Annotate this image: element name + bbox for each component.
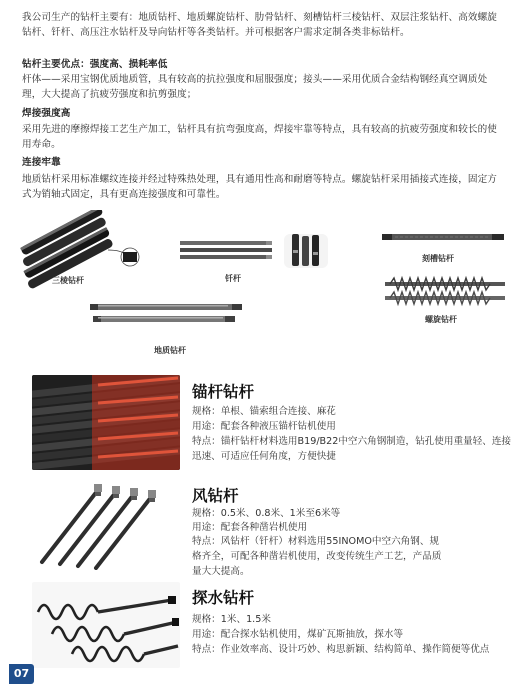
pneumatic-rod-title: 风钻杆 — [192, 487, 239, 505]
anchor-rod-features: 特点：锚杆钻杆材料选用B19/B22中空六角钢制造，钻孔使用重量轻、连接迅速、可适应任何角度，方便快捷 — [192, 436, 512, 462]
page-number: 07 — [9, 664, 34, 684]
advantages-heading: 钻杆主要优点：强度高、损耗率低 — [22, 59, 168, 70]
caption-geological-rod: 地质钻杆 — [154, 346, 186, 355]
welding-heading: 焊接强度高 — [22, 108, 71, 119]
spiral-rods-image — [385, 278, 505, 304]
welding-body: 采用先进的摩擦焊接工艺生产加工，钻杆具有抗弯强度高，焊接牢靠等特点，具有较高的抗疲劳强度和较长的使用寿命。 — [22, 124, 497, 150]
connection-body: 地质钻杆采用标准螺纹连接并经过特殊热处理，具有通用性高和耐磨等特点。螺旋钻杆采用插接式连接，固定方式为销轴式固定，具有更高连接强度和可靠性。 — [22, 174, 497, 200]
intro-paragraph: 我公司生产的钻杆主要有：地质钻杆、地质螺旋钻杆、肋骨钻杆、刻槽钻杆三棱钻杆、双层注浆钻杆、高效螺旋钻杆、钎杆、高压注水钻杆及导向钻杆等各类钻杆。并可根据客户需求定制各类非标钻杆。 — [22, 12, 497, 38]
geological-rods-image — [90, 304, 242, 322]
water-exploration-rod-features: 特点：作业效率高、设计巧妙、构思新颖、结构简单、操作简便等优点 — [192, 644, 490, 655]
pneumatic-rod-usage: 用途：配套各种凿岩机使用 — [192, 522, 308, 533]
caption-grooved-rod: 刻槽钻杆 — [422, 254, 454, 263]
advantages-body: 杆体——采用宝钢优质地质管，具有较高的抗拉强度和屈服强度；接头——采用优质合金结构钢经真空调质处理，大大提高了抗疲劳强度和抗剪强度； — [22, 74, 488, 100]
pneumatic-rod-spec: 规格：0.5米、0.8米、1米至6米等 — [192, 508, 341, 519]
anchor-rod-photo — [32, 375, 180, 470]
connection-heading: 连接牢靠 — [22, 157, 61, 168]
pneumatic-rod-features: 特点：风钻杆（钎杆）材料选用55INOMO中空六角钢、规格齐全，可配各种凿岩机使用，改变传统生产工艺，产品质量大大提高。 — [192, 536, 442, 577]
water-exploration-rod-photo — [32, 582, 180, 668]
drill-steel-image — [180, 241, 272, 259]
anchor-rod-title: 锚杆钻杆 — [192, 383, 255, 401]
caption-drill-steel: 钎杆 — [225, 274, 241, 283]
grooved-rod-image — [382, 234, 504, 240]
anchor-rod-usage: 用途：配套各种液压锚杆钻机使用 — [192, 421, 336, 432]
drill-steel-detail-image — [284, 234, 328, 268]
caption-triangular-rod: 三棱钻杆 — [52, 276, 84, 285]
anchor-rod-spec: 规格：单根、锚索组合连接、麻花 — [192, 406, 336, 417]
pneumatic-rod-photo — [32, 480, 180, 570]
water-exploration-rod-usage: 用途：配合探水钻机使用，煤矿瓦斯抽放，探水等 — [192, 629, 404, 640]
water-exploration-rod-title: 探水钻杆 — [192, 589, 255, 607]
caption-spiral-rod: 螺旋钻杆 — [425, 315, 457, 324]
water-exploration-rod-spec: 规格：1米、1.5米 — [192, 614, 271, 625]
